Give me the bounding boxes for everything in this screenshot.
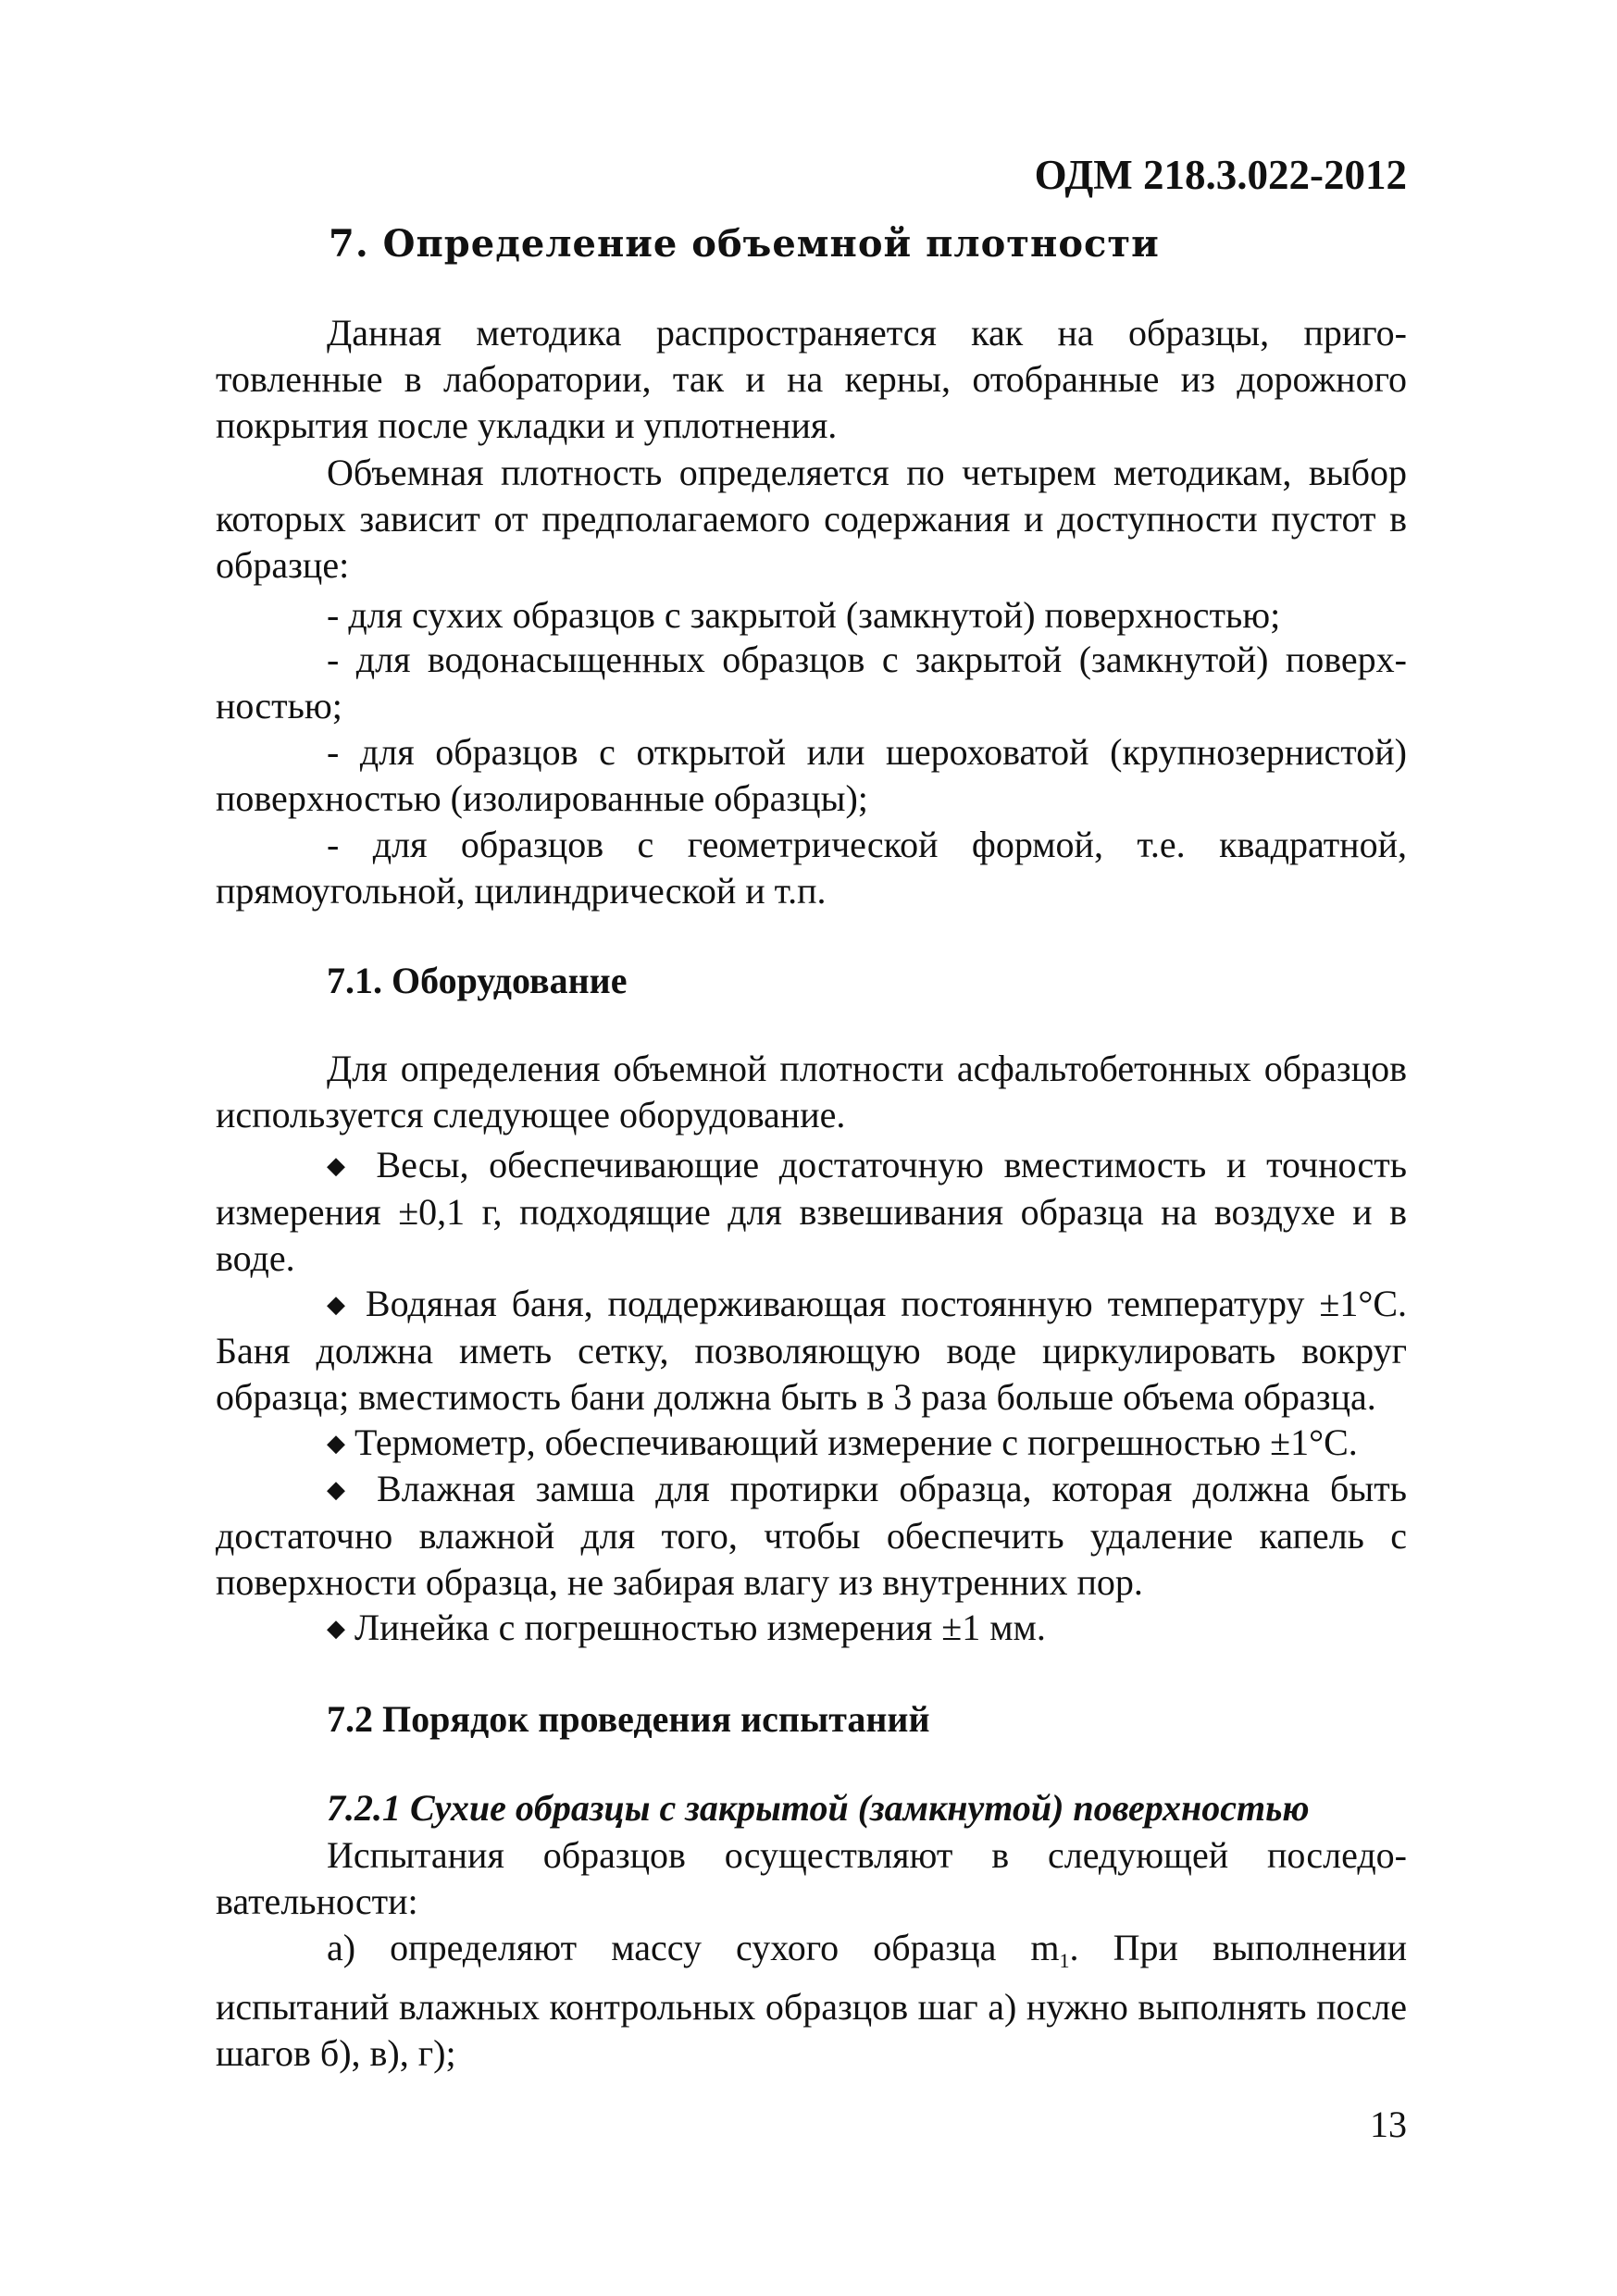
equipment-item (216, 1281, 1407, 1421)
bullet-icon: ◆ (327, 1615, 345, 1642)
text-line: ностью; (216, 685, 342, 726)
text-line: Объемная плотность определяется по четырем методикам, выбор (327, 452, 1407, 493)
equipment-item (216, 1142, 1407, 1282)
subsection-title: 7.1. Оборудование (327, 960, 628, 1001)
text-line: используется следующее оборудование. (216, 1094, 846, 1136)
section-title: 7. Определение объемной плотности (329, 222, 1160, 266)
equipment-intro (216, 1046, 1407, 1138)
bullet-icon: ◆ (327, 1430, 345, 1457)
bullet-icon: ◆ (327, 1476, 357, 1503)
text-line: образца; вместимость бани должна быть в 3 раза больше объема образца. (216, 1376, 1376, 1418)
intro-paragraph-1 (216, 310, 1407, 449)
list-item (216, 637, 1407, 729)
subscript: 1 (1059, 1949, 1070, 1972)
text-line: Данная методика распространяется как на образцы, приго- (327, 312, 1407, 354)
text-line: - для сухих образцов с закрытой (замкнутой) поверхностью; (327, 594, 1281, 636)
text-line: прямоугольной, цилиндрической и т.п. (216, 870, 827, 912)
list-item (216, 729, 1407, 822)
text-line: которых зависит от предполагаемого содержания и доступности пустот в (216, 498, 1407, 540)
text-line: - для образцов с геометрической формой, т.е. квадратной, (327, 824, 1407, 865)
subsection-title: 7.2 Порядок проведения испытаний (327, 1698, 930, 1740)
text-line: образце: (216, 544, 350, 586)
text-line: ◆ Влажная замша для протирки образца, которая должна быть (327, 1468, 1408, 1509)
list-item (216, 592, 1407, 639)
text-line: поверхности образца, не забирая влагу из внутренних пор. (216, 1561, 1143, 1603)
text-line: Для определения объемной плотности асфальтобетонных образцов (327, 1048, 1407, 1089)
bullet-icon: ◆ (327, 1152, 356, 1179)
equipment-item (216, 1420, 1407, 1467)
bullet-icon: ◆ (327, 1291, 351, 1318)
intro-paragraph-2 (216, 450, 1407, 589)
page-number: 13 (1370, 2104, 1407, 2145)
text-line: а) определяют массу сухого образца $m_1$. При выполнении (327, 1927, 1408, 1972)
text-line: Испытания образцов осуществляют в следующей последо- (327, 1834, 1407, 1876)
equipment-item (216, 1466, 1407, 1606)
text-line: ◆ Весы, обеспечивающие достаточную вместимость и точность (327, 1144, 1408, 1185)
text-line: воде. (216, 1237, 295, 1279)
text-line: измерения ±0,1 г, подходящие для взвешивания образца на воздухе и в (216, 1191, 1407, 1233)
text-line: ◆ Термометр, обеспечивающий измерение с погрешностью ±1°С. (327, 1421, 1358, 1463)
subsubsection-title: 7.2.1 Сухие образцы с закрытой (замкнутой) поверхностью (327, 1787, 1310, 1829)
list-item (216, 822, 1407, 914)
text-line: ◆ Линейка с погрешностью измерения ±1 мм. (327, 1607, 1046, 1648)
text-line: Баня должна иметь сетку, позволяющую воде циркулировать вокруг (216, 1330, 1407, 1371)
text-line: - для водонасыщенных образцов с закрытой (замкнутой) поверх- (327, 639, 1407, 680)
text-line: достаточно влажной для того, чтобы обеспечить удаление капель с (216, 1515, 1407, 1557)
text-line: - для образцов с открытой или шероховатой (крупнозернистой) (327, 731, 1407, 773)
procedure-intro (216, 1832, 1407, 1925)
text-line: шагов б), в), г); (216, 2032, 456, 2074)
text-line: поверхностью (изолированные образцы); (216, 777, 868, 819)
text-line: покрытия после укладки и уплотнения. (216, 404, 838, 446)
procedure-step-a (216, 1925, 1407, 2077)
text-line: ◆ Водяная баня, поддерживающая постоянную температуру ±1°С. (327, 1283, 1408, 1324)
equipment-item (216, 1605, 1407, 1652)
document-code: ОДМ 218.3.022-2012 (1034, 152, 1407, 198)
text-line: товленные в лаборатории, так и на керны, отобранные из дорожного (216, 358, 1407, 400)
text-line: испытаний влажных контрольных образцов шаг а) нужно выполнять после (216, 1986, 1407, 2028)
text-line: вательности: (216, 1880, 418, 1922)
